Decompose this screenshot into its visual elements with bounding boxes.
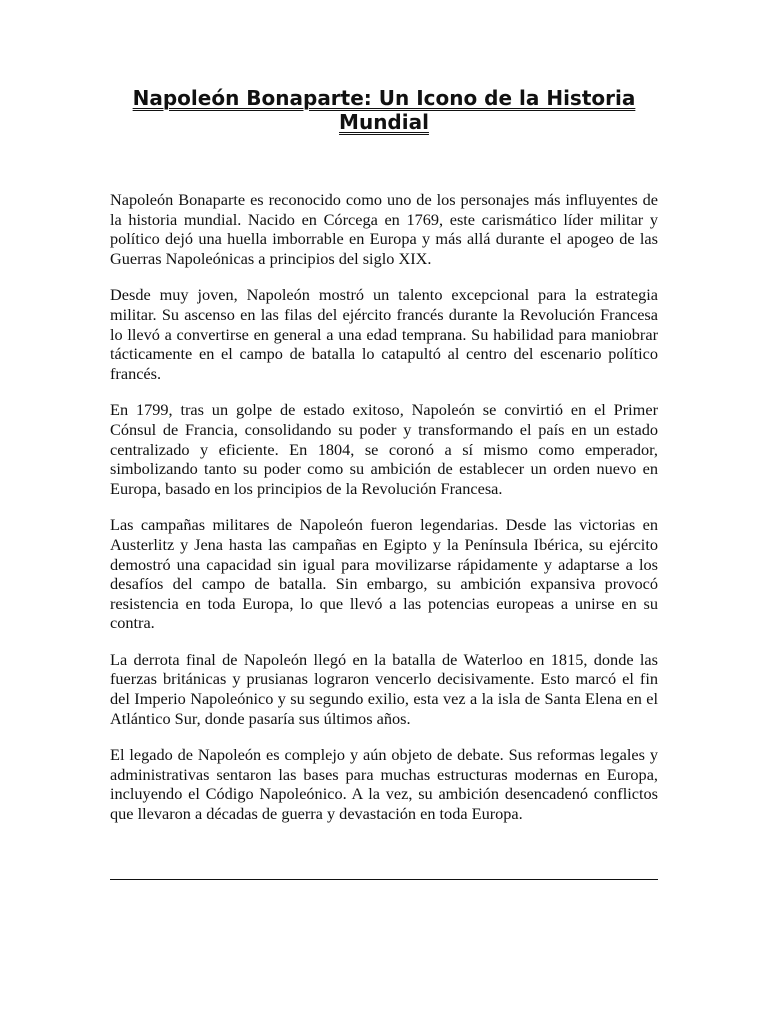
paragraph-intro: Napoleón Bonaparte es reconocido como uno de los personajes más influyentes de la historia mundial. Nacido en Córcega en 1769, este carismático líder militar y político dejó una huella imborrable en Europa y más allá durante el apogeo de las Guerras Napoleónicas a principios del siglo XIX. — [110, 190, 658, 268]
paragraph-consul-emperor: En 1799, tras un golpe de estado exitoso, Napoleón se convirtió en el Primer Cónsul de Francia, consolidando su poder y transformando el país en un estado centralizado y eficiente. En 1804, se coronó a sí mismo como emperador, simbolizando tanto su poder como su ambición de establecer un orden nuevo en Europa, basado en los principios de la Revolución Francesa. — [110, 400, 658, 498]
paragraph-waterloo: La derrota final de Napoleón llegó en la batalla de Waterloo en 1815, donde las fuerzas británicas y prusianas lograron vencerlo decisivamente. Esto marcó el fin del Imperio Napoleónico y su segundo exilio, esta vez a la isla de Santa Elena en el Atlántico Sur, donde pasaría sus últimos años. — [110, 649, 658, 728]
document-title: Napoleón Bonaparte: Un Icono de la Historia Mundial — [132, 86, 636, 134]
paragraph-legacy: El legado de Napoleón es complejo y aún objeto de debate. Sus reformas legales y administrativas sentaron las bases para muchas estructuras modernas en Europa, incluyendo el Código Napoleónico. A la vez, su ambición desencadenó conflictos que llevaron a décadas de guerra y devastación en toda Europa. — [110, 745, 658, 824]
paragraph-early-career: Desde muy joven, Napoleón mostró un talento excepcional para la estrategia militar. Su ascenso en las filas del ejército francés durante la Revolución Francesa lo llevó a convertirse en general a una edad temprana. Su habilidad para maniobrar tácticamente en el campo de batalla lo catapultó al centro del escenario político francés. — [110, 285, 658, 383]
bottom-rule — [110, 879, 658, 880]
document-body — [110, 190, 658, 824]
paragraph-campaigns: Las campañas militares de Napoleón fueron legendarias. Desde las victorias en Austerlitz y Jena hasta las campañas en Egipto y la Península Ibérica, su ejército demostró una capacidad sin igual para movilizarse rápidamente y adaptarse a los desafíos del campo de batalla. Sin embargo, su ambición expansiva provocó resistencia en toda Europa, lo que llevó a las potencias europeas a unirse en su contra. — [110, 515, 658, 633]
